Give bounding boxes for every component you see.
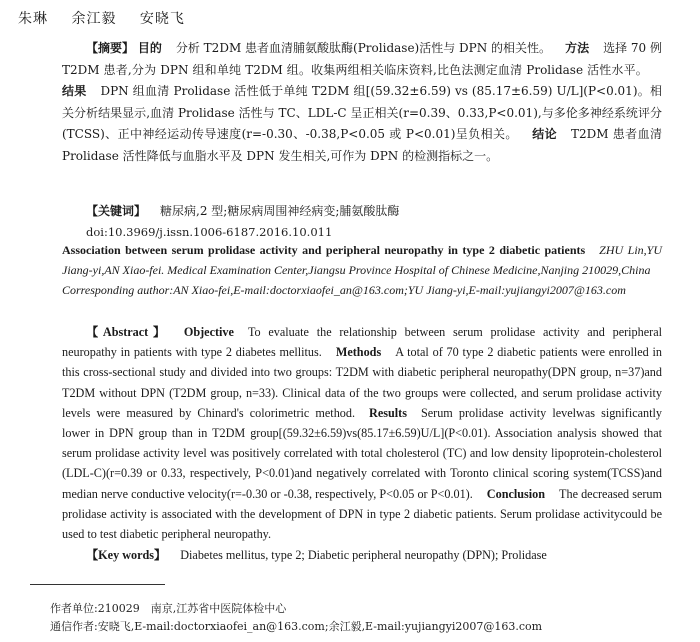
methods-text-cn: 选择 70 例 T2DM 患者,分为 DPN 组和单纯 T2DM 组。收集两组相关临床资料,比色法测定血清 Prolidase 活性水平。 [62,41,662,77]
keywords-text-en: Diabetes mellitus, type 2; Diabetic peripheral neuropathy (DPN); Prolidase [180,548,547,563]
objective-label-en: Objective [183,325,234,339]
conclusion-text-en: The decreased serum prolidase activity is associated with the development of DPN in type 2 diabetic patients. Serum prolidase activitycould be used to test diabetic peripheral neuropathy. [62,486,662,542]
english-header [62,240,662,300]
correspondence-footnote: 通信作者:安晓飞,E-mail:doctorxiaofei_an@163.com;余江毅,E-mail:yujiangyi2007@163.com [50,620,543,633]
keywords-label-en: 【Key words】 [86,548,167,563]
conclusion-label-cn: 结论 [531,127,558,141]
english-title: Association between serum prolidase activity and peripheral neuropathy in type 2 diabetic patients [62,243,586,257]
abstract-label-cn: 【摘要】 [86,41,135,55]
keywords-label-cn: 【关键词】 [86,204,147,218]
chinese-abstract [62,38,662,167]
corresponding-author-en: Corresponding author:AN Xiao-fei,E-mail:doctorxiaofei_an@163.com;YU Jiang-yi,E-mail:yujiangyi2007@163.com [62,283,626,297]
methods-label-cn: 方法 [565,41,590,55]
results-text-cn: DPN 组血清 Prolidase 活性低于单纯 T2DM 组[(59.32±6.59) vs (85.17±6.59) U/L](P<0.01)。相关分析结果显示,血清 Prolidase 活性与 TC、LDL-C 呈正相关(r=0.39、0.33,P<0.01),与多伦多神经系统评分(TCSS)、正中神经运动传导速度(r=-0.30、-0.38,P<0.05 或 P<0.01)呈负相关。 [62,84,662,141]
authors-cn [18,8,203,28]
objective-text-cn: 分析 T2DM 患者血清脯氨酸肽酶(Prolidase)活性与 DPN 的相关性。 [175,41,552,55]
doi: doi:10.3969/j.issn.1006-6187.2016.10.011 [86,225,333,239]
results-label-en: Results [369,405,407,420]
author-name: 余江毅 [71,11,117,27]
english-abstract [62,322,662,565]
footnote-divider [30,584,165,585]
conclusion-text-cn: T2DM 患者血清 Prolidase 活性降低与血脂水平及 DPN 发生相关,可作为 DPN 的检测指标之一。 [62,127,662,163]
conclusion-label-en: Conclusion [486,486,546,501]
footnotes [50,600,542,636]
results-text-en: Serum prolidase activity levelwas significantly lower in DPN group than in T2DM group[(59.32±6.59)vs(85.17±6.59)U/L](P<0.01). Association analysis showed that serum prolidase activity level was positively correlated with total cholesterol (TC) and low density lipoprotein-cholesterol (LDL-C)(r=0.39 or 0.33, respectively, P<0.01)and negatively correlated with Toronto clinical scoring system(TCSS)and median nerve conductive velocity(r=-0.30 or -0.38, respectively, P<0.05 or P<0.01). [62,405,663,501]
objective-label-cn: 目的 [137,41,162,55]
author-name: 朱琳 [18,11,48,27]
results-label-cn: 结果 [62,84,87,98]
keywords-text-cn: 糖尿病,2 型;糖尿病周围神经病变;脯氨酸肽酶 [160,204,400,218]
objective-text-en: To evaluate the relationship between serum prolidase activity and peripheral neuropathy in patients with type 2 diabetes mellitus. [62,325,662,360]
methods-label-en: Methods [335,345,382,360]
author-name: 安晓飞 [139,11,185,27]
english-authors-affiliation: ZHU Lin,YU Jiang-yi,AN Xiao-fei. Medical Examination Center,Jiangsu Province Hospital of Chinese Medicine,Nanjing 210029,China [62,243,662,277]
author-affiliation-footnote: 作者单位:210029 南京,江苏省中医院体检中心 [50,602,287,615]
methods-text-en: A total of 70 type 2 diabetic patients were enrolled in this cross-sectional study and divided into two groups: T2DM with diabetic peripheral neuropathy(DPN group, n=37)and T2DM without DPN (T2DM group, n=33). Clinical data of the two groups were collected, and serum prolidase activity levels were measured by Chinard's colorimetric method. [62,345,662,420]
keywords-cn [86,201,686,221]
abstract-label-en: 【Abstract】 [86,325,170,339]
